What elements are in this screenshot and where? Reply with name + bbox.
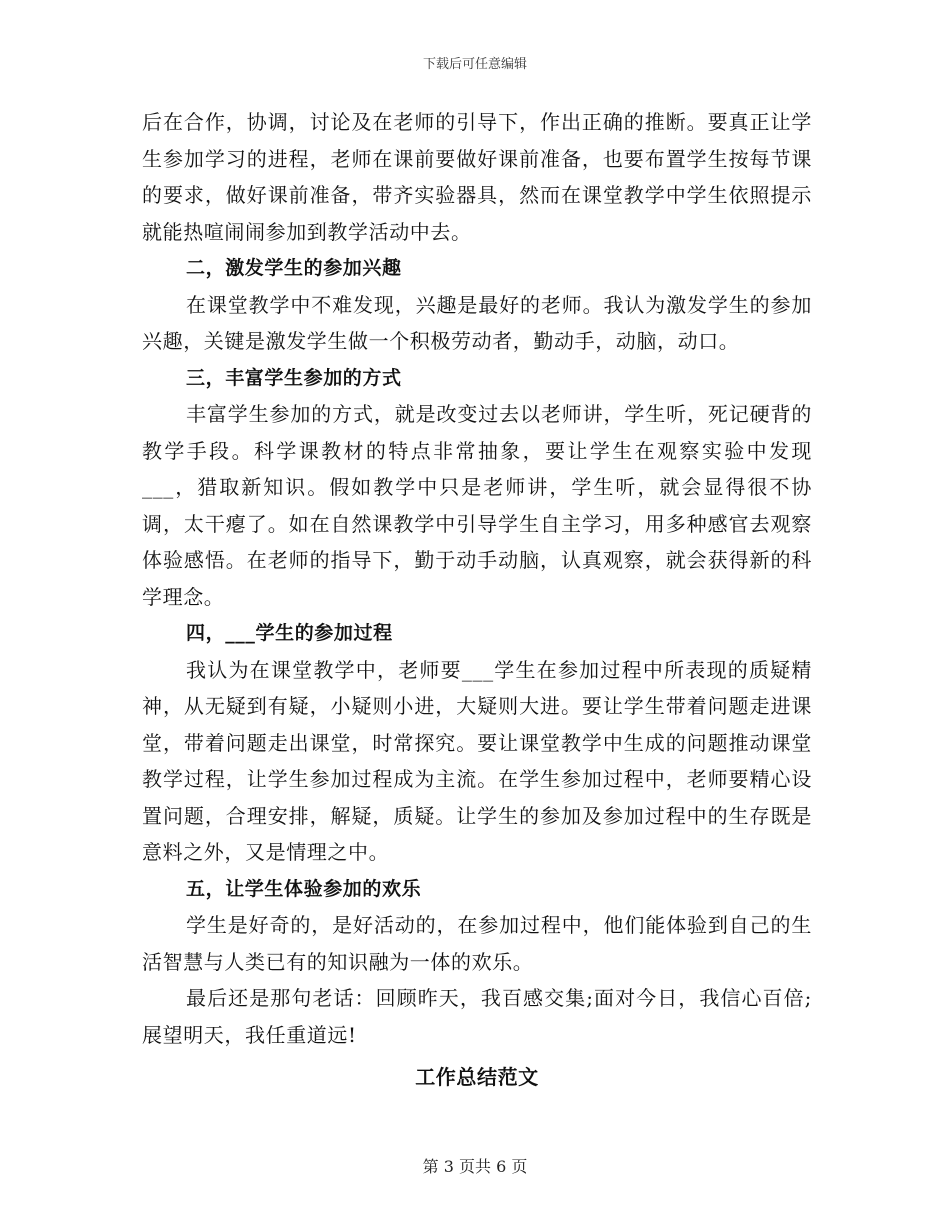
paragraph-joy: 学生是好奇的，是好活动的，在参加过程中，他们能体验到自己的生活智慧与人类已有的知识融为一体的欢乐。	[142, 913, 812, 974]
next-document-title: 工作总结范文	[415, 1065, 539, 1089]
page-indicator: 第 3 页共 6 页	[422, 1157, 528, 1176]
document-body	[142, 104, 812, 1096]
section-heading-4: 四，___学生的参加过程	[186, 622, 393, 644]
section-heading-5: 五，让学生体验参加的欢乐	[186, 877, 422, 900]
paragraph-process: 我认为在课堂教学中，老师要___学生在参加过程中所表现的质疑精神，从无疑到有疑，小疑则小进，大疑则大进。要让学生带着问题走进课堂，带着问题走出课堂，时常探究。要让课堂教学中生成的问题推动课堂教学过程，让学生参加过程成为主流。在学生参加过程中，老师要精心设置问题，合理安排，解疑，质疑。让学生的参加及参加过程中的生存既是意料之外，又是情理之中。	[142, 657, 812, 864]
section-heading-3: 三，丰富学生参加的方式	[186, 366, 402, 389]
paragraph-continuation: 后在合作，协调，讨论及在老师的引导下，作出正确的推断。要真正让学生参加学习的进程，老师在课前要做好课前准备，也要布置学生按每节课的要求，做好课前准备，带齐实验器具，然而在课堂教学中学生依照提示就能热喧闹闹参加到教学活动中去。	[142, 110, 812, 244]
paragraph-closing: 最后还是那句老话：回顾昨天，我百感交集;面对今日，我信心百倍;展望明天，我任重道远!	[142, 986, 812, 1047]
paragraph-methods: 丰富学生参加的方式，就是改变过去以老师讲，学生听，死记硬背的教学手段。科学课教材的特点非常抽象，要让学生在观察实验中发现___，猎取新知识。假如教学中只是老师讲，学生听，就会显得很不协调，太干瘪了。如在自然课教学中引导学生自主学习，用多种感官去观察体验感悟。在老师的指导下，勤于动手动脑，认真观察，就会获得新的科学理念。	[142, 402, 812, 609]
section-heading-2: 二，激发学生的参加兴趣	[186, 257, 402, 279]
paragraph-interest: 在课堂教学中不难发现，兴趣是最好的老师。我认为激发学生的参加兴趣，关键是激发学生做一个积极劳动者，勤动手，动脑，动口。	[142, 292, 812, 353]
header-note: 下载后可任意编辑	[422, 57, 527, 72]
